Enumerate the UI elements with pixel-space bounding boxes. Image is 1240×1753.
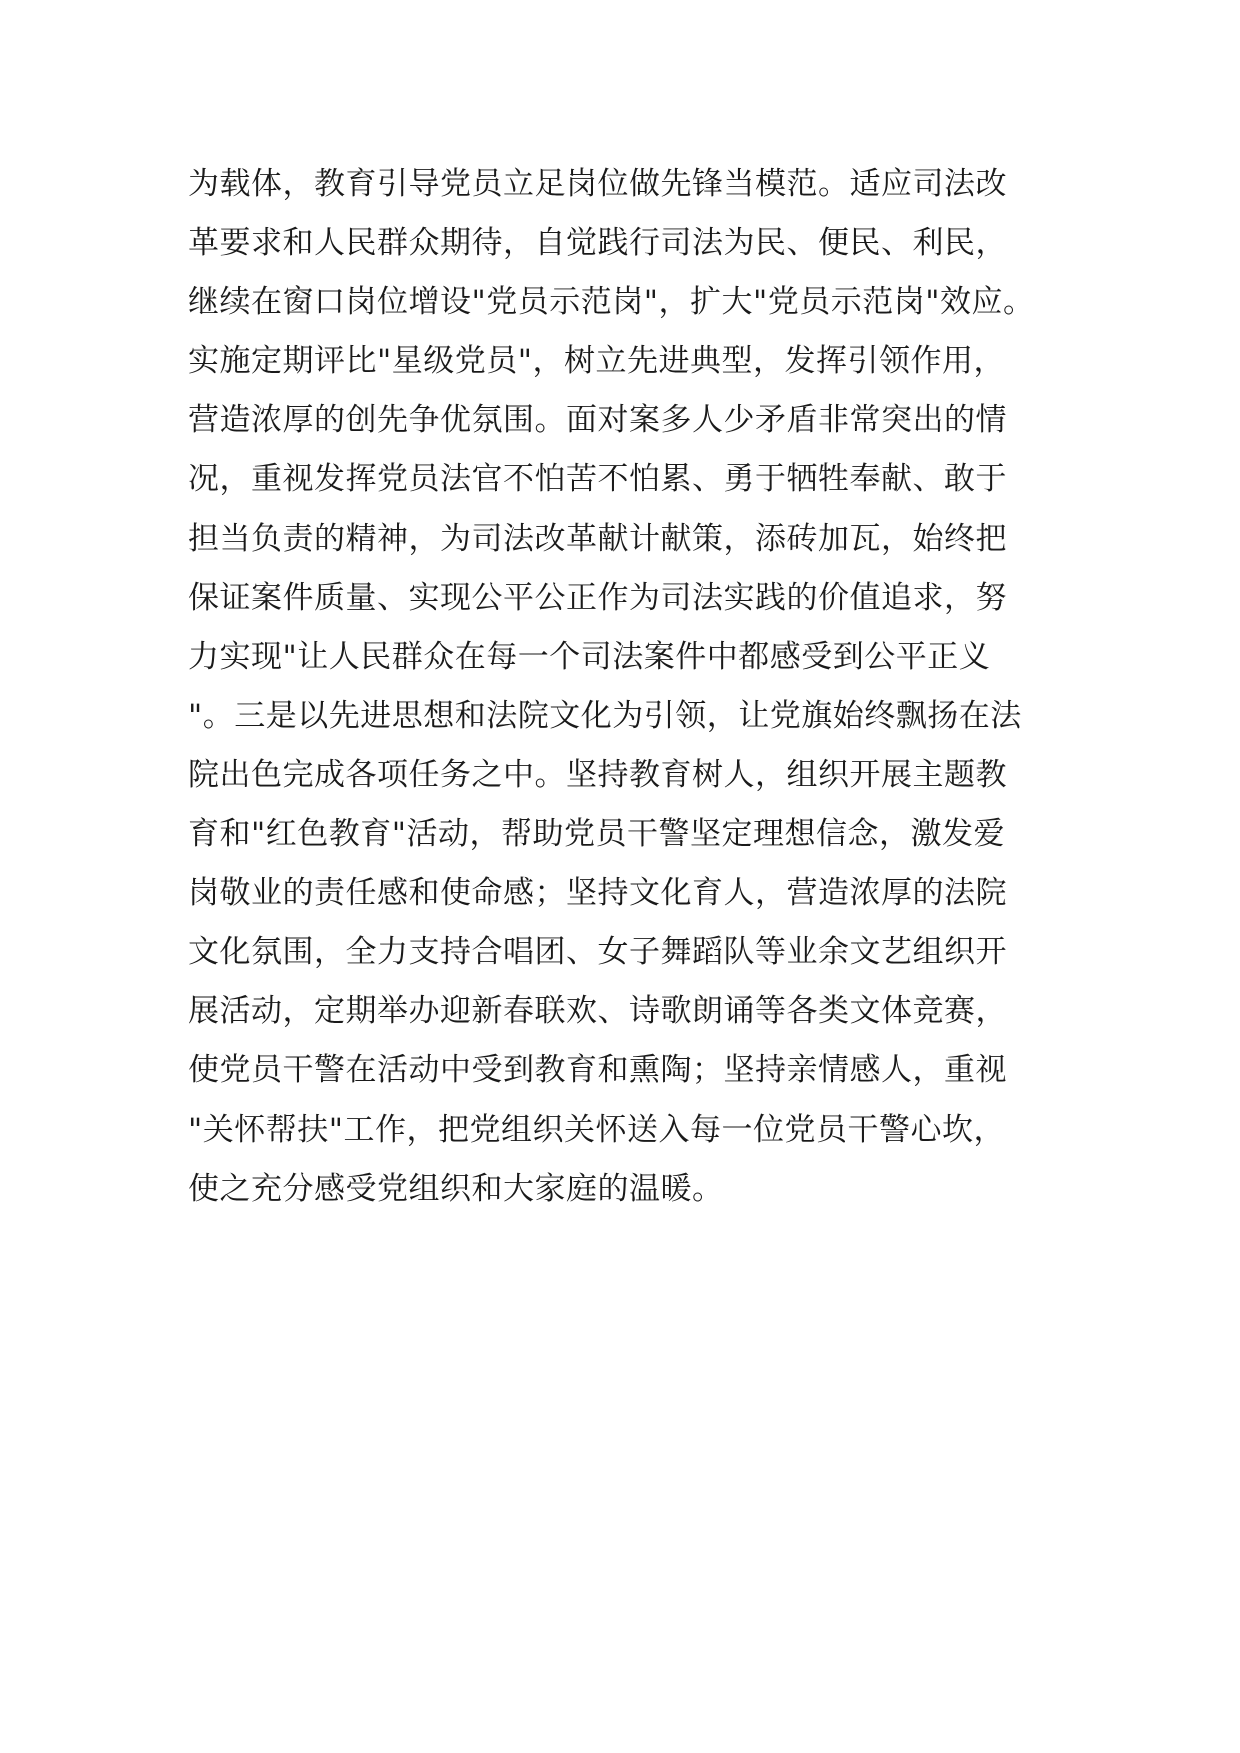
- text-line: "关怀帮扶"工作，把党组织关怀送入每一位党员干警心坎，: [188, 1111, 1006, 1148]
- text-line: 继续在窗口岗位增设"党员示范岗"，扩大"党员示范岗"效应。: [188, 284, 1035, 321]
- text-line: 实施定期评比"星级党员"，树立先进典型，发挥引领作用，: [188, 343, 1006, 380]
- text-line: 为载体，教育引导党员立足岗位做先锋当模范。适应司法改: [188, 166, 1007, 202]
- text-line: 使之充分感受党组织和大家庭的温暖。: [188, 1170, 724, 1207]
- text-line: 院出色完成各项任务之中。坚持教育树人，组织开展主题教: [188, 756, 1007, 793]
- text-line: "。三是以先进思想和法院文化为引领，让党旗始终飘扬在法: [188, 697, 1022, 734]
- text-line: 育和"红色教育"活动，帮助党员干警坚定理想信念，激发爱: [188, 816, 1006, 853]
- text-line: 革要求和人民群众期待，自觉践行司法为民、便民、利民，: [188, 225, 1007, 262]
- text-line: 使党员干警在活动中受到教育和熏陶；坚持亲情感人，重视: [188, 1052, 1007, 1089]
- text-line: 况，重视发挥党员法官不怕苦不怕累、勇于牺牲奉献、敢于: [188, 461, 1007, 498]
- text-line: 展活动，定期举办迎新春联欢、诗歌朗诵等各类文体竞赛，: [188, 993, 1007, 1030]
- text-line: 保证案件质量、实现公平公正作为司法实践的价值追求，努: [188, 579, 1007, 616]
- text-line: 力实现"让人民群众在每一个司法案件中都感受到公平正义: [188, 638, 991, 675]
- text-line: 岗敬业的责任感和使命感；坚持文化育人，营造浓厚的法院: [188, 875, 1007, 912]
- text-line: 担当负责的精神，为司法改革献计献策，添砖加瓦，始终把: [188, 520, 1007, 557]
- body-text: [188, 155, 1068, 1219]
- text-line: 文化氛围，全力支持合唱团、女子舞蹈队等业余文艺组织开: [188, 934, 1007, 971]
- text-line: 营造浓厚的创先争优氛围。面对案多人少矛盾非常突出的情: [188, 402, 1007, 439]
